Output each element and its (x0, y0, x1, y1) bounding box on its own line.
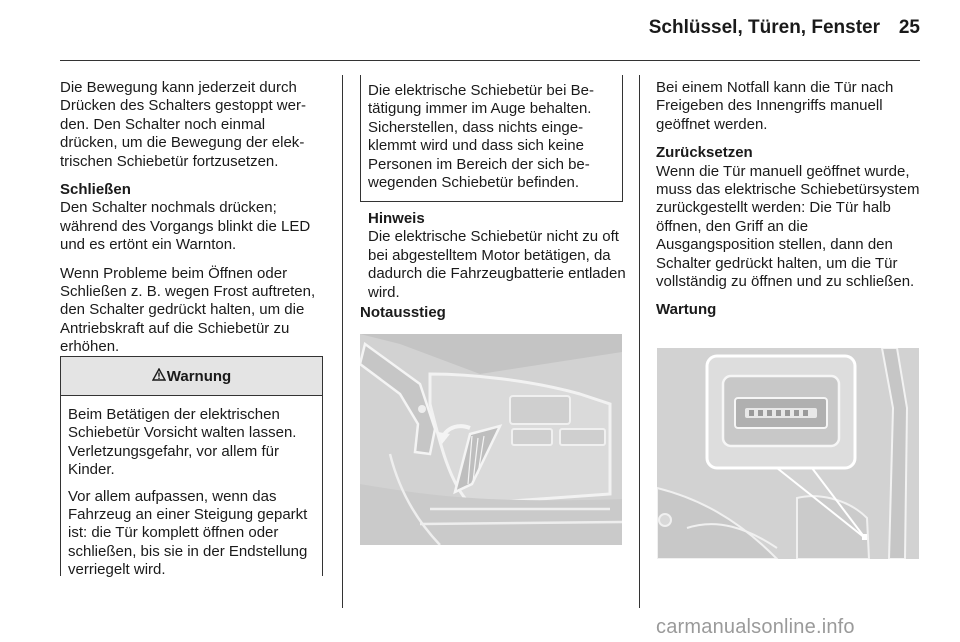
paragraph-closing: Den Schalter nochmals drücken; während des Vorgangs blinkt die LED und es ertönt ein Warnton. (60, 199, 311, 254)
page-title: Schlüssel, Türen, Fenster (648, 17, 880, 38)
heading-note: Hinweis (368, 210, 425, 227)
column-2 (368, 210, 628, 312)
caution-text: Die elektrische Schiebetür bei Betätigung immer im Auge behalten. Sicherstellen, dass nichts eingeklemmt wird und dass sich keine Personen im Bereich der sich bewegenden Schiebetür befinden. (368, 82, 594, 192)
emergency-handle-illustration (360, 334, 622, 545)
warning-header (61, 356, 322, 396)
caution-box (360, 75, 623, 202)
column-3 (656, 79, 922, 330)
warning-triangle-icon (152, 368, 166, 385)
warning-paragraph-2: Vor allem aufpassen, wenn das Fahrzeug an einer Steigung geparkt ist: die Tür komplett öffnen oder schließen, bis sie in der Endstellung verriegelt wird. (68, 487, 308, 579)
heading-service: Wartung (656, 301, 717, 319)
paragraph-manual-open: Bei einem Notfall kann die Tür nach Freigeben des Innengriffs manuell geöffnet werden. (656, 79, 894, 133)
column-divider-right (639, 75, 640, 608)
paragraph-reset: Wenn die Tür manuell geöffnet wurde, muss das elektrische Schiebetürsystem zurückgestellt werden: Die Tür halb öffnen, den Griff an die Ausgangsposition stellen, dann den Schalter gedrückt halten, um die Tür vollständig zu öffnen und zu schließen. (656, 162, 920, 291)
service-connector-illustration (657, 348, 919, 559)
page-number: 25 (898, 17, 920, 38)
column-1 (60, 79, 326, 367)
heading-closing: Schließen (60, 181, 131, 199)
watermark: carmanualsonline.info (656, 616, 855, 638)
heading-reset: Zurücksetzen (656, 144, 753, 162)
header-divider (60, 60, 920, 61)
warning-box (60, 356, 323, 579)
paragraph-note: Die elektrische Schiebetür nicht zu oft bei abgestelltem Motor betätigen, da dadurch die Fahrzeugbatterie entladen wird. (368, 228, 626, 301)
heading-emergency-exit: Notausstieg (360, 304, 446, 321)
paragraph-frost: Wenn Probleme beim Öffnen oder Schließen z. B. wegen Frost auftreten, den Schalter gedrückt halten, um die Antriebskraft auf die Schiebetür zu erhöhen. (60, 264, 316, 356)
paragraph-stop-motion: Die Bewegung kann jederzeit durch Drücken des Schalters gestoppt werden. Den Schalter noch einmal drücken, um die Bewegung der elektrischen Schiebetür fortzusetzen. (60, 79, 306, 170)
column-divider-left (342, 75, 343, 608)
warning-body (61, 396, 322, 580)
warning-title: Warnung (166, 367, 232, 385)
warning-paragraph-1: Beim Betätigen der elektrischen Schiebetür Vorsicht walten lassen. Verletzungsgefahr, vor allem für Kinder. (68, 406, 297, 479)
